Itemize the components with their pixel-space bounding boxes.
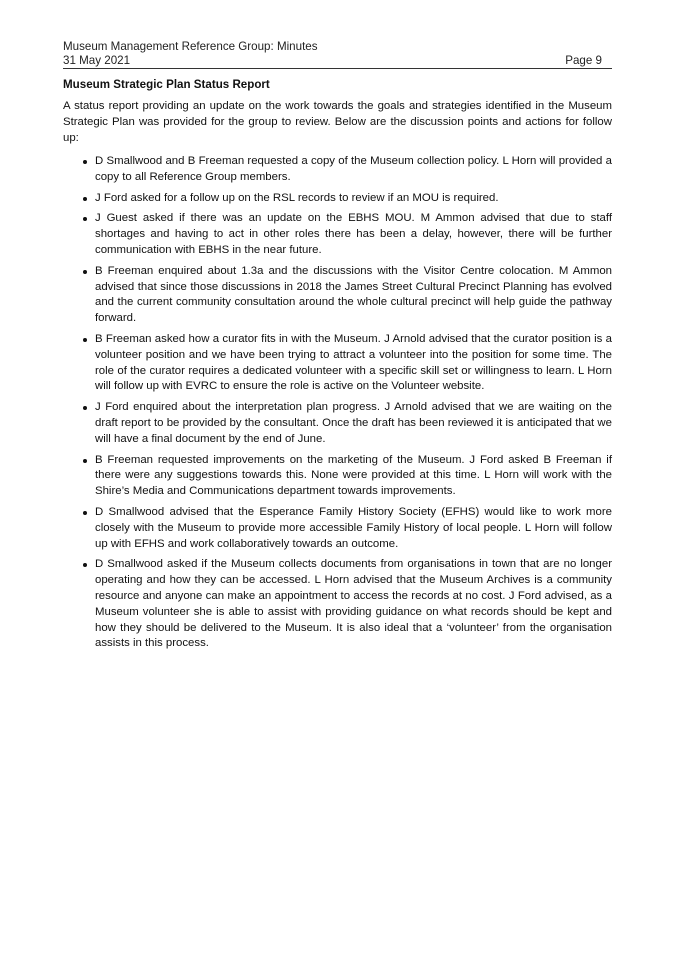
discussion-point: J Ford asked for a follow up on the RSL records to review if an MOU is required. (95, 191, 612, 207)
section-title: Museum Strategic Plan Status Report (63, 78, 270, 91)
discussion-point: D Smallwood and B Freeman requested a copy of the Museum collection policy. L Horn will provided a copy to all Reference Group members. (95, 154, 612, 186)
discussion-point: D Smallwood advised that the Esperance Family History Society (EFHS) would like to work more closely with the Museum to provide more accessible Family History of local people. L Horn will follow up with EFHS and work collaboratively towards an outcome. (95, 505, 612, 552)
section-intro: A status report providing an update on the work towards the goals and strategies identified in the Museum Strategic Plan was provided for the group to review. Below are the discussion points and actions for follow up: (63, 100, 612, 144)
page-header (63, 40, 612, 69)
discussion-point: J Guest asked if there was an update on the EBHS MOU. M Ammon advised that due to staff shortages and having to act in other roles there has been a delay, however, there will be further communication with EBHS in the near future. (95, 211, 612, 258)
discussion-point: J Ford enquired about the interpretation plan progress. J Arnold advised that we are waiting on the draft report to be provided by the consultant. Once the draft has been reviewed it is anticipated that we will have a final document by the end of June. (95, 400, 612, 447)
page-number: Page 9 (565, 54, 602, 67)
meeting-date: 31 May 2021 (63, 54, 131, 67)
header-date-row (63, 54, 612, 69)
document-title: Museum Management Reference Group: Minutes (63, 40, 318, 53)
discussion-point: B Freeman requested improvements on the marketing of the Museum. J Ford asked B Freeman if there were any suggestions towards this. None were provided at this time. L Horn will work with the Shire’s Media and Communications department towards improvements. (95, 453, 612, 500)
discussion-point: B Freeman asked how a curator fits in with the Museum. J Arnold advised that the curator position is a volunteer position and we have been trying to attract a volunteer into the position for some time. The role of the curator requires a dedicated volunteer with a specific skill set or willingness to learn. L Horn will follow up with EVRC to ensure the role is active on the Volunteer website. (95, 332, 612, 395)
discussion-points-list (63, 154, 612, 652)
document-page (63, 40, 612, 657)
discussion-point: B Freeman enquired about 1.3a and the discussions with the Visitor Centre colocation. M Ammon advised that since those discussions in 2018 the James Street Cultural Precinct Planning has evolved and the current community consultation around the whole cultural precinct will help guide the pathway forward. (95, 264, 612, 327)
discussion-point: D Smallwood asked if the Museum collects documents from organisations in town that are no longer operating and how they can be accessed. L Horn advised that the Museum Archives is a community resource and anyone can make an appointment to access the records at no cost. J Ford advised, as a Museum volunteer she is able to assist with providing guidance on what records should be kept and how they should be delivered to the Museum. It is also ideal that a ‘volunteer’ from the organisation assists in this process. (95, 557, 612, 652)
